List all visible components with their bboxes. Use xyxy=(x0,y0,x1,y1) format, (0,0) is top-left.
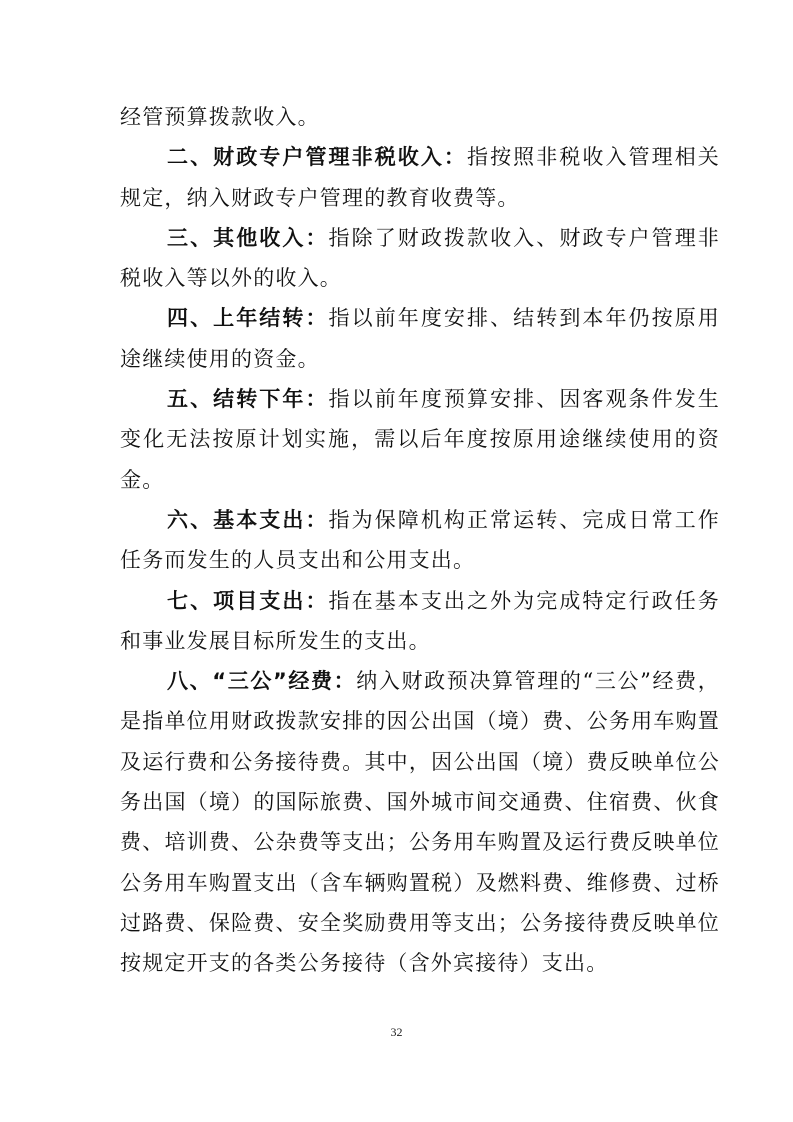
paragraph-term: 二、财政专户管理非税收入： xyxy=(167,145,468,170)
paragraph-text: 经管预算拨款收入。 xyxy=(120,105,320,129)
paragraph-text: 指按照非税收入管理相关规定，纳入财政专户管理的教育收费等。 xyxy=(120,145,720,210)
paragraph-term: 七、项目支出： xyxy=(167,588,329,613)
paragraph-continuation xyxy=(120,97,720,137)
paragraph-basic-expenditure xyxy=(120,500,720,581)
paragraph-prior-year-carryover xyxy=(120,298,720,379)
paragraph-fiscal-special-account-income xyxy=(120,137,720,218)
paragraph-carryover-next-year xyxy=(120,379,720,500)
paragraph-text: 纳入财政预决算管理的“三公”经费，是指单位用财政拨款安排的因公出国（境）费、公务用车购置及运行费和公务接待费。其中，因公出国（境）费反映单位公务出国（境）的国际旅费、国外城市间交通费、住宿费、伙食费、培训费、公杂费等支出；公务用车购置及运行费反映单位公务用车购置支出（含车辆购置税）及燃料费、维修费、过桥过路费、保险费、安全奖励费用等支出；公务接待费反映单位按规定开支的各类公务接待（含外宾接待）支出。 xyxy=(120,669,720,976)
paragraph-text: 指以前年度预算安排、因客观条件发生变化无法按原计划实施，需以后年度按原用途继续使用的资金。 xyxy=(120,387,720,492)
paragraph-term: 三、其他收入： xyxy=(167,225,329,250)
paragraph-term: 八、“三公”经费： xyxy=(167,669,357,694)
paragraph-text: 指以前年度安排、结转到本年仍按原用途继续使用的资金。 xyxy=(120,306,720,371)
paragraph-text: 指在基本支出之外为完成特定行政任务和事业发展目标所发生的支出。 xyxy=(120,588,720,653)
paragraph-term: 六、基本支出： xyxy=(167,507,329,532)
paragraph-three-public-expenses xyxy=(120,661,720,983)
paragraph-text: 指为保障机构正常运转、完成日常工作任务而发生的人员支出和公用支出。 xyxy=(120,507,720,573)
paragraph-project-expenditure xyxy=(120,581,720,662)
paragraph-term: 五、结转下年： xyxy=(167,387,329,412)
document-body xyxy=(120,97,720,984)
paragraph-term: 四、上年结转： xyxy=(167,306,329,331)
paragraph-text: 指除了财政拨款收入、财政专户管理非税收入等以外的收入。 xyxy=(120,225,720,291)
page-number: 32 xyxy=(390,1025,403,1039)
paragraph-other-income xyxy=(120,218,720,299)
